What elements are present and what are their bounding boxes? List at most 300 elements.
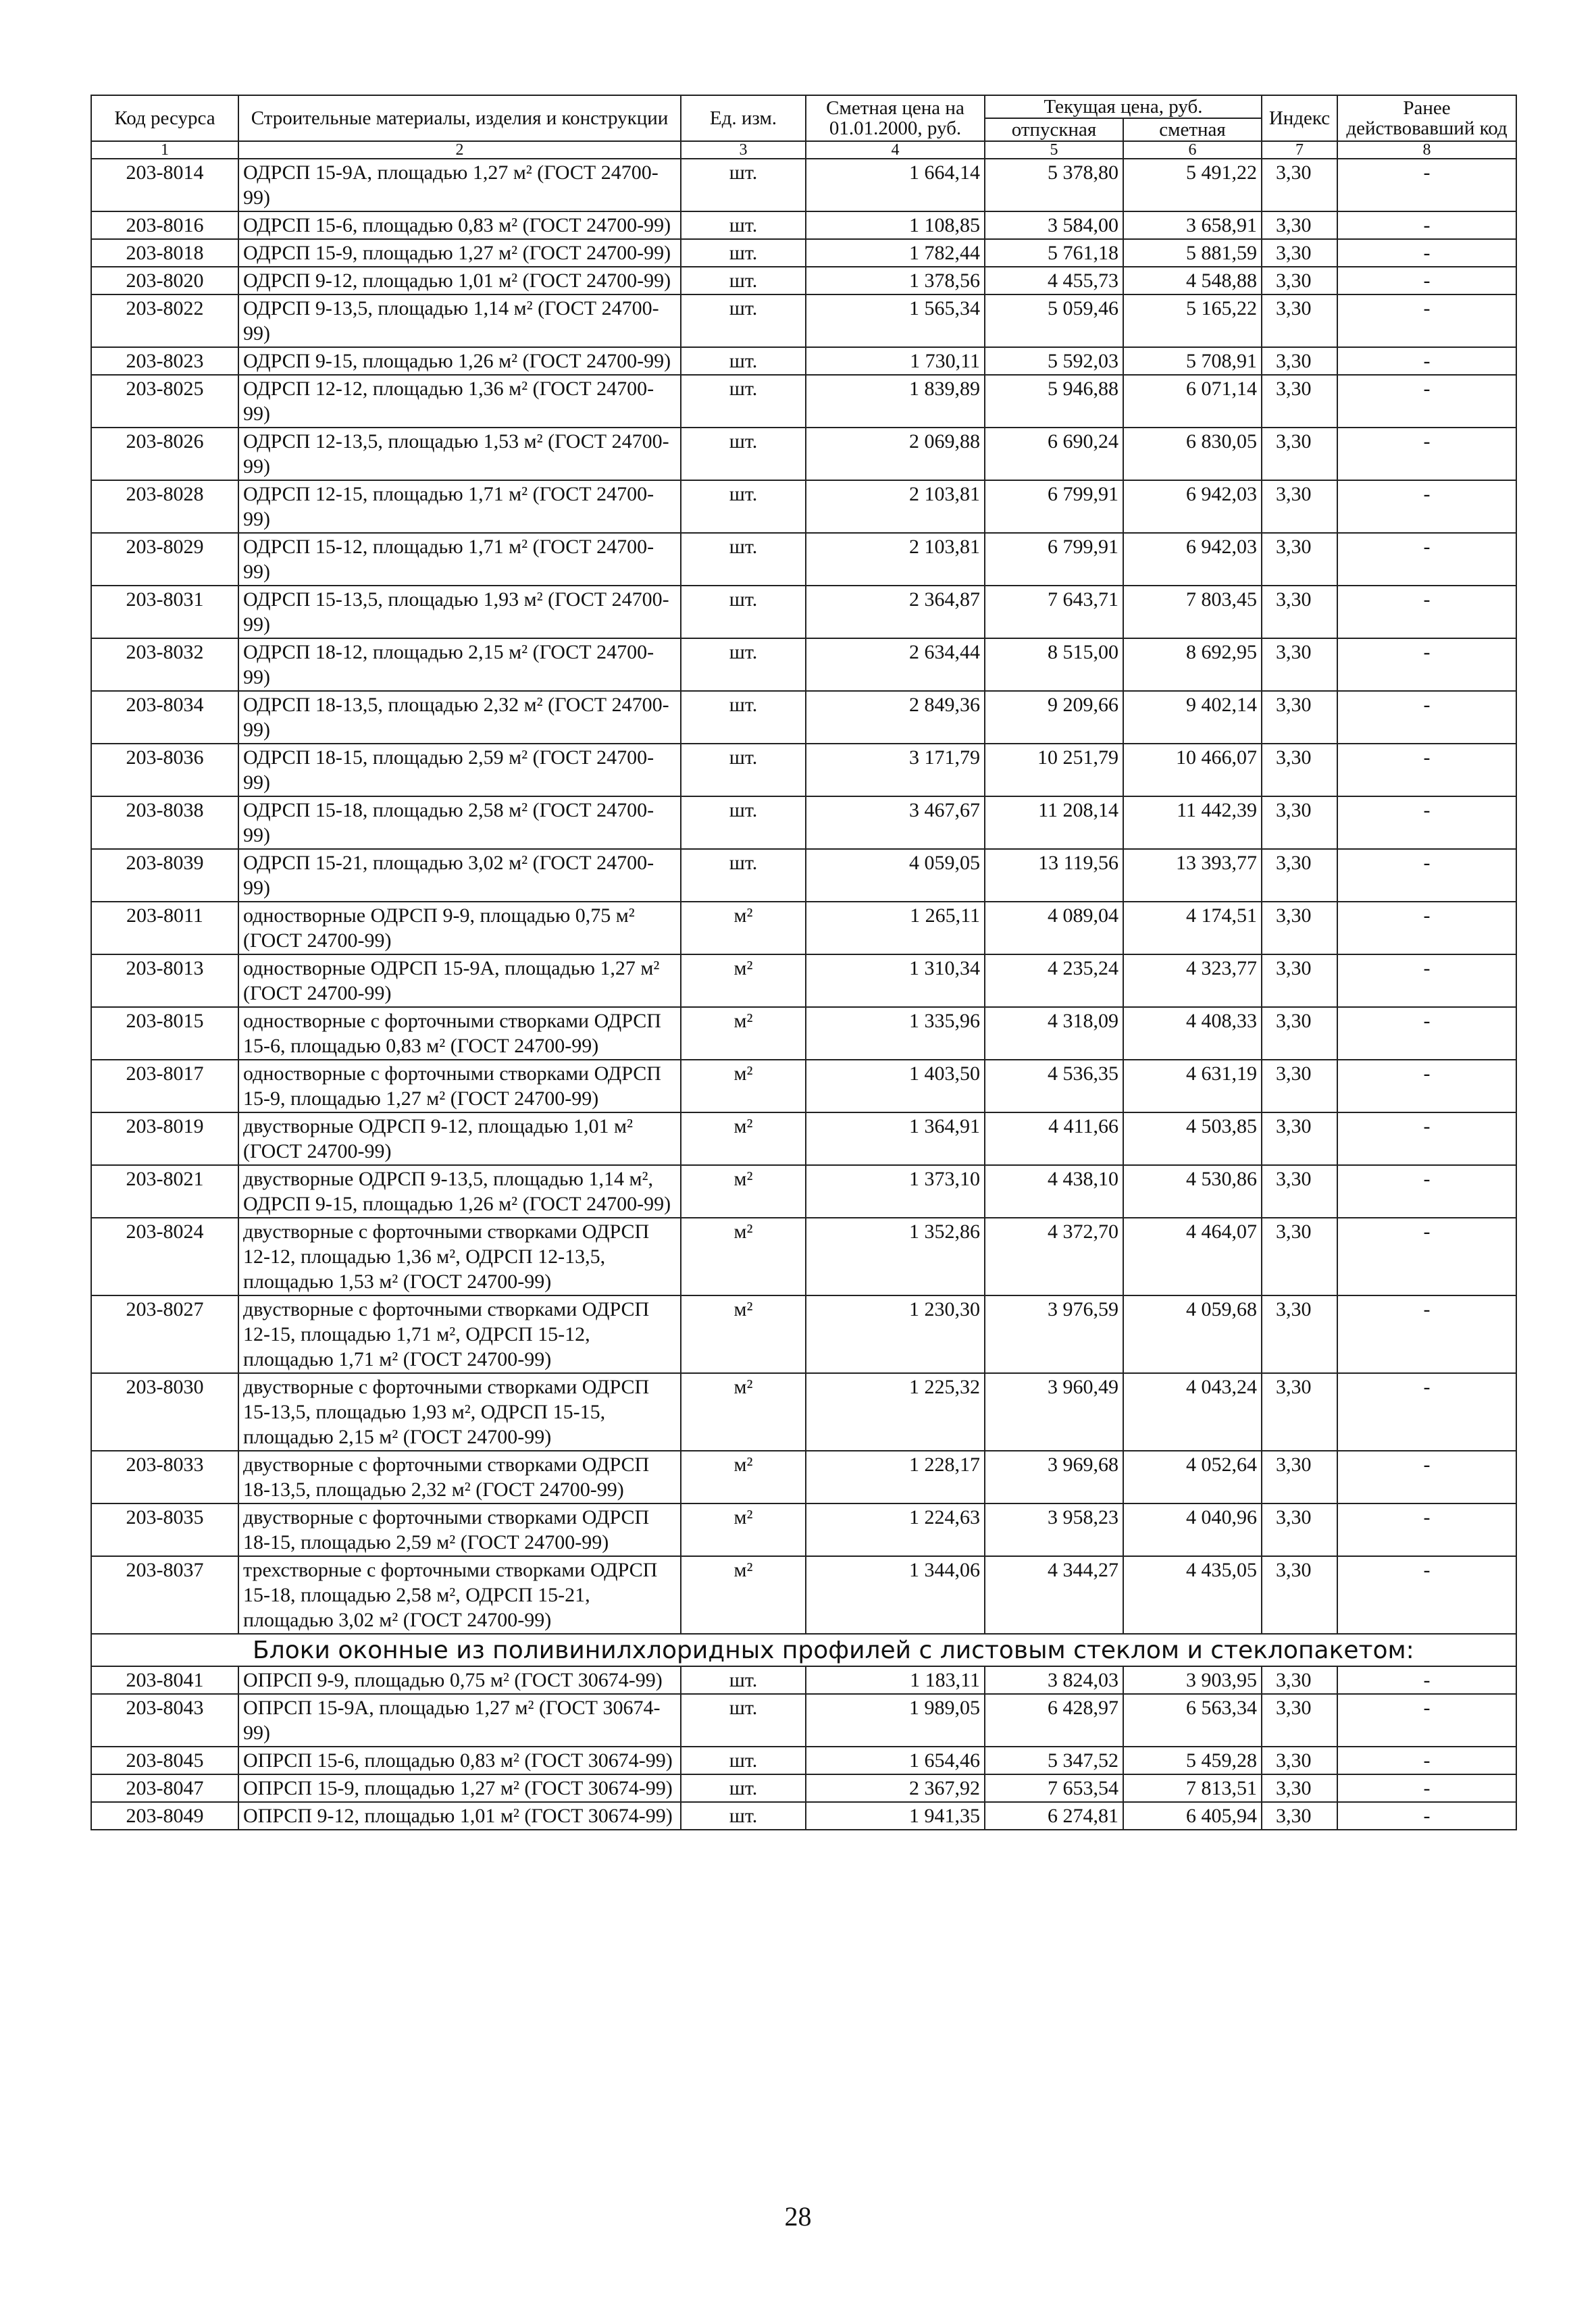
release-price-cell: 6 428,97 bbox=[985, 1694, 1123, 1747]
price-table bbox=[91, 95, 1517, 1830]
unit-cell: шт. bbox=[681, 294, 806, 347]
resource-code-cell: 203-8022 bbox=[91, 294, 238, 347]
resource-code-cell: 203-8041 bbox=[91, 1666, 238, 1694]
release-price-cell: 7 643,71 bbox=[985, 586, 1123, 638]
resource-code-cell: 203-8039 bbox=[91, 849, 238, 902]
index-cell: 3,30 bbox=[1262, 1295, 1337, 1373]
resource-code-cell: 203-8028 bbox=[91, 480, 238, 533]
base-price-cell: 1 310,34 bbox=[806, 954, 985, 1007]
material-name-cell: ОДРСП 18-13,5, площадью 2,32 м² (ГОСТ 24700-99) bbox=[238, 691, 681, 744]
estimate-price-cell: 4 548,88 bbox=[1123, 267, 1262, 294]
estimate-price-cell: 8 692,95 bbox=[1123, 638, 1262, 691]
release-price-cell: 5 378,80 bbox=[985, 159, 1123, 211]
material-name-cell: двустворные с форточными створками ОДРСП 18-13,5, площадью 2,32 м² (ГОСТ 24700-99) bbox=[238, 1451, 681, 1503]
estimate-price-cell: 6 942,03 bbox=[1123, 533, 1262, 586]
material-name-cell: ОПРСП 15-9А, площадью 1,27 м² (ГОСТ 30674-99) bbox=[238, 1694, 681, 1747]
material-name-cell: ОДРСП 15-9, площадью 1,27 м² (ГОСТ 24700-99) bbox=[238, 239, 681, 267]
release-price-cell: 7 653,54 bbox=[985, 1774, 1123, 1802]
index-cell: 3,30 bbox=[1262, 691, 1337, 744]
table-row bbox=[91, 1218, 1516, 1295]
header-release-price: отпускная bbox=[985, 118, 1123, 141]
estimate-price-cell: 4 052,64 bbox=[1123, 1451, 1262, 1503]
material-name-cell: ОДРСП 15-21, площадью 3,02 м² (ГОСТ 24700-99) bbox=[238, 849, 681, 902]
prev-code-cell: - bbox=[1337, 954, 1516, 1007]
table-row bbox=[91, 1451, 1516, 1503]
unit-cell: шт. bbox=[681, 744, 806, 796]
index-cell: 3,30 bbox=[1262, 954, 1337, 1007]
prev-code-cell: - bbox=[1337, 1373, 1516, 1451]
unit-cell: м² bbox=[681, 1112, 806, 1165]
prev-code-cell: - bbox=[1337, 1503, 1516, 1556]
resource-code-cell: 203-8013 bbox=[91, 954, 238, 1007]
prev-code-cell: - bbox=[1337, 1774, 1516, 1802]
estimate-price-cell: 4 503,85 bbox=[1123, 1112, 1262, 1165]
material-name-cell: ОДРСП 18-12, площадью 2,15 м² (ГОСТ 24700-99) bbox=[238, 638, 681, 691]
header-base-price: Сметная цена на 01.01.2000, руб. bbox=[806, 95, 985, 141]
base-price-cell: 1 352,86 bbox=[806, 1218, 985, 1295]
release-price-cell: 13 119,56 bbox=[985, 849, 1123, 902]
material-name-cell: ОПРСП 9-12, площадью 1,01 м² (ГОСТ 30674-99) bbox=[238, 1802, 681, 1830]
resource-code-cell: 203-8023 bbox=[91, 347, 238, 375]
resource-code-cell: 203-8033 bbox=[91, 1451, 238, 1503]
material-name-cell: ОДРСП 12-12, площадью 1,36 м² (ГОСТ 24700-99) bbox=[238, 375, 681, 428]
release-price-cell: 11 208,14 bbox=[985, 796, 1123, 849]
header-estimate-price: сметная bbox=[1123, 118, 1262, 141]
material-name-cell: двустворные с форточными створками ОДРСП 12-15, площадью 1,71 м², ОДРСП 15-12, площадью 1,71 м² (ГОСТ 24700-99) bbox=[238, 1295, 681, 1373]
prev-code-cell: - bbox=[1337, 1112, 1516, 1165]
resource-code-cell: 203-8032 bbox=[91, 638, 238, 691]
material-name-cell: двустворные с форточными створками ОДРСП 15-13,5, площадью 1,93 м², ОДРСП 15-15, площадью 2,15 м² (ГОСТ 24700-99) bbox=[238, 1373, 681, 1451]
index-cell: 3,30 bbox=[1262, 902, 1337, 954]
prev-code-cell: - bbox=[1337, 1747, 1516, 1774]
table-row bbox=[91, 1747, 1516, 1774]
estimate-price-cell: 5 491,22 bbox=[1123, 159, 1262, 211]
prev-code-cell: - bbox=[1337, 638, 1516, 691]
release-price-cell: 3 958,23 bbox=[985, 1503, 1123, 1556]
prev-code-cell: - bbox=[1337, 267, 1516, 294]
release-price-cell: 4 455,73 bbox=[985, 267, 1123, 294]
resource-code-cell: 203-8029 bbox=[91, 533, 238, 586]
unit-cell: шт. bbox=[681, 586, 806, 638]
header-prev-code: Ранее действовавший код bbox=[1337, 95, 1516, 141]
table-row bbox=[91, 1373, 1516, 1451]
release-price-cell: 5 059,46 bbox=[985, 294, 1123, 347]
material-name-cell: ОДРСП 15-9А, площадью 1,27 м² (ГОСТ 24700-99) bbox=[238, 159, 681, 211]
table-row bbox=[91, 480, 1516, 533]
table-row bbox=[91, 744, 1516, 796]
prev-code-cell: - bbox=[1337, 347, 1516, 375]
index-cell: 3,30 bbox=[1262, 159, 1337, 211]
index-cell: 3,30 bbox=[1262, 1112, 1337, 1165]
estimate-price-cell: 4 435,05 bbox=[1123, 1556, 1262, 1634]
estimate-price-cell: 4 408,33 bbox=[1123, 1007, 1262, 1060]
index-cell: 3,30 bbox=[1262, 744, 1337, 796]
estimate-price-cell: 3 658,91 bbox=[1123, 211, 1262, 239]
index-cell: 3,30 bbox=[1262, 1165, 1337, 1218]
material-name-cell: ОДРСП 18-15, площадью 2,59 м² (ГОСТ 24700-99) bbox=[238, 744, 681, 796]
index-cell: 3,30 bbox=[1262, 294, 1337, 347]
index-cell: 3,30 bbox=[1262, 1802, 1337, 1830]
estimate-price-cell: 10 466,07 bbox=[1123, 744, 1262, 796]
estimate-price-cell: 6 405,94 bbox=[1123, 1802, 1262, 1830]
prev-code-cell: - bbox=[1337, 1007, 1516, 1060]
unit-cell: шт. bbox=[681, 1774, 806, 1802]
release-price-cell: 4 372,70 bbox=[985, 1218, 1123, 1295]
resource-code-cell: 203-8034 bbox=[91, 691, 238, 744]
index-cell: 3,30 bbox=[1262, 1556, 1337, 1634]
base-price-cell: 4 059,05 bbox=[806, 849, 985, 902]
prev-code-cell: - bbox=[1337, 586, 1516, 638]
release-price-cell: 3 976,59 bbox=[985, 1295, 1123, 1373]
base-price-cell: 2 103,81 bbox=[806, 533, 985, 586]
base-price-cell: 1 108,85 bbox=[806, 211, 985, 239]
resource-code-cell: 203-8049 bbox=[91, 1802, 238, 1830]
unit-cell: шт. bbox=[681, 1694, 806, 1747]
table-row bbox=[91, 1802, 1516, 1830]
base-price-cell: 1 664,14 bbox=[806, 159, 985, 211]
header-current-price: Текущая цена, руб. bbox=[985, 95, 1262, 118]
prev-code-cell: - bbox=[1337, 1295, 1516, 1373]
estimate-price-cell: 5 881,59 bbox=[1123, 239, 1262, 267]
resource-code-cell: 203-8011 bbox=[91, 902, 238, 954]
material-name-cell: ОДРСП 15-6, площадью 0,83 м² (ГОСТ 24700-99) bbox=[238, 211, 681, 239]
material-name-cell: трехстворные с форточными створками ОДРСП 15-18, площадью 2,58 м², ОДРСП 15-21, площадью 3,02 м² (ГОСТ 24700-99) bbox=[238, 1556, 681, 1634]
resource-code-cell: 203-8024 bbox=[91, 1218, 238, 1295]
estimate-price-cell: 4 174,51 bbox=[1123, 902, 1262, 954]
index-cell: 3,30 bbox=[1262, 1007, 1337, 1060]
table-row bbox=[91, 1165, 1516, 1218]
unit-cell: шт. bbox=[681, 480, 806, 533]
resource-code-cell: 203-8037 bbox=[91, 1556, 238, 1634]
material-name-cell: двустворные ОДРСП 9-12, площадью 1,01 м² (ГОСТ 24700-99) bbox=[238, 1112, 681, 1165]
unit-cell: шт. bbox=[681, 796, 806, 849]
release-price-cell: 9 209,66 bbox=[985, 691, 1123, 744]
base-price-cell: 1 364,91 bbox=[806, 1112, 985, 1165]
resource-code-cell: 203-8018 bbox=[91, 239, 238, 267]
table-row bbox=[91, 428, 1516, 480]
column-number: 2 bbox=[238, 141, 681, 159]
table-row bbox=[91, 586, 1516, 638]
estimate-price-cell: 4 464,07 bbox=[1123, 1218, 1262, 1295]
release-price-cell: 4 235,24 bbox=[985, 954, 1123, 1007]
release-price-cell: 6 799,91 bbox=[985, 533, 1123, 586]
unit-cell: м² bbox=[681, 1218, 806, 1295]
table-row bbox=[91, 1694, 1516, 1747]
base-price-cell: 1 344,06 bbox=[806, 1556, 985, 1634]
prev-code-cell: - bbox=[1337, 159, 1516, 211]
table-row bbox=[91, 638, 1516, 691]
material-name-cell: ОДРСП 9-13,5, площадью 1,14 м² (ГОСТ 24700-99) bbox=[238, 294, 681, 347]
table-row bbox=[91, 849, 1516, 902]
base-price-cell: 1 730,11 bbox=[806, 347, 985, 375]
material-name-cell: одностворные ОДРСП 15-9А, площадью 1,27 м² (ГОСТ 24700-99) bbox=[238, 954, 681, 1007]
table-row bbox=[91, 1060, 1516, 1112]
index-cell: 3,30 bbox=[1262, 1694, 1337, 1747]
base-price-cell: 2 103,81 bbox=[806, 480, 985, 533]
base-price-cell: 1 225,32 bbox=[806, 1373, 985, 1451]
table-row bbox=[91, 1112, 1516, 1165]
unit-cell: шт. bbox=[681, 1747, 806, 1774]
base-price-cell: 1 378,56 bbox=[806, 267, 985, 294]
release-price-cell: 4 411,66 bbox=[985, 1112, 1123, 1165]
base-price-cell: 2 364,87 bbox=[806, 586, 985, 638]
unit-cell: шт. bbox=[681, 1666, 806, 1694]
unit-cell: м² bbox=[681, 1060, 806, 1112]
table-row bbox=[91, 375, 1516, 428]
index-cell: 3,30 bbox=[1262, 586, 1337, 638]
prev-code-cell: - bbox=[1337, 691, 1516, 744]
table-row bbox=[91, 347, 1516, 375]
resource-code-cell: 203-8019 bbox=[91, 1112, 238, 1165]
base-price-cell: 1 782,44 bbox=[806, 239, 985, 267]
material-name-cell: двустворные с форточными створками ОДРСП 18-15, площадью 2,59 м² (ГОСТ 24700-99) bbox=[238, 1503, 681, 1556]
index-cell: 3,30 bbox=[1262, 480, 1337, 533]
estimate-price-cell: 4 530,86 bbox=[1123, 1165, 1262, 1218]
index-cell: 3,30 bbox=[1262, 428, 1337, 480]
index-cell: 3,30 bbox=[1262, 1218, 1337, 1295]
unit-cell: м² bbox=[681, 1503, 806, 1556]
estimate-price-cell: 7 813,51 bbox=[1123, 1774, 1262, 1802]
prev-code-cell: - bbox=[1337, 1060, 1516, 1112]
base-price-cell: 2 634,44 bbox=[806, 638, 985, 691]
base-price-cell: 2 849,36 bbox=[806, 691, 985, 744]
unit-cell: шт. bbox=[681, 211, 806, 239]
base-price-cell: 1 403,50 bbox=[806, 1060, 985, 1112]
prev-code-cell: - bbox=[1337, 744, 1516, 796]
estimate-price-cell: 5 708,91 bbox=[1123, 347, 1262, 375]
table-row bbox=[91, 691, 1516, 744]
material-name-cell: двустворные ОДРСП 9-13,5, площадью 1,14 м², ОДРСП 9-15, площадью 1,26 м² (ГОСТ 24700-99) bbox=[238, 1165, 681, 1218]
resource-code-cell: 203-8025 bbox=[91, 375, 238, 428]
estimate-price-cell: 3 903,95 bbox=[1123, 1666, 1262, 1694]
estimate-price-cell: 5 459,28 bbox=[1123, 1747, 1262, 1774]
unit-cell: шт. bbox=[681, 533, 806, 586]
table-body bbox=[91, 159, 1516, 1830]
table-row bbox=[91, 294, 1516, 347]
resource-code-cell: 203-8036 bbox=[91, 744, 238, 796]
release-price-cell: 10 251,79 bbox=[985, 744, 1123, 796]
unit-cell: шт. bbox=[681, 1802, 806, 1830]
material-name-cell: одностворные с форточными створками ОДРСП 15-9, площадью 1,27 м² (ГОСТ 24700-99) bbox=[238, 1060, 681, 1112]
release-price-cell: 3 960,49 bbox=[985, 1373, 1123, 1451]
estimate-price-cell: 9 402,14 bbox=[1123, 691, 1262, 744]
base-price-cell: 1 183,11 bbox=[806, 1666, 985, 1694]
release-price-cell: 4 438,10 bbox=[985, 1165, 1123, 1218]
unit-cell: шт. bbox=[681, 428, 806, 480]
page-number: 28 bbox=[784, 2201, 812, 2232]
estimate-price-cell: 6 830,05 bbox=[1123, 428, 1262, 480]
table-row bbox=[91, 1774, 1516, 1802]
base-price-cell: 1 335,96 bbox=[806, 1007, 985, 1060]
index-cell: 3,30 bbox=[1262, 1060, 1337, 1112]
unit-cell: м² bbox=[681, 1007, 806, 1060]
prev-code-cell: - bbox=[1337, 428, 1516, 480]
release-price-cell: 6 799,91 bbox=[985, 480, 1123, 533]
estimate-price-cell: 13 393,77 bbox=[1123, 849, 1262, 902]
resource-code-cell: 203-8016 bbox=[91, 211, 238, 239]
base-price-cell: 1 230,30 bbox=[806, 1295, 985, 1373]
release-price-cell: 3 584,00 bbox=[985, 211, 1123, 239]
prev-code-cell: - bbox=[1337, 796, 1516, 849]
resource-code-cell: 203-8030 bbox=[91, 1373, 238, 1451]
unit-cell: шт. bbox=[681, 849, 806, 902]
resource-code-cell: 203-8021 bbox=[91, 1165, 238, 1218]
table-row bbox=[91, 211, 1516, 239]
resource-code-cell: 203-8045 bbox=[91, 1747, 238, 1774]
resource-code-cell: 203-8043 bbox=[91, 1694, 238, 1747]
header-name: Строительные материалы, изделия и конструкции bbox=[238, 95, 681, 141]
base-price-cell: 1 989,05 bbox=[806, 1694, 985, 1747]
section-row bbox=[91, 1634, 1516, 1666]
material-name-cell: одностворные с форточными створками ОДРСП 15-6, площадью 0,83 м² (ГОСТ 24700-99) bbox=[238, 1007, 681, 1060]
resource-code-cell: 203-8031 bbox=[91, 586, 238, 638]
index-cell: 3,30 bbox=[1262, 1774, 1337, 1802]
unit-cell: м² bbox=[681, 1451, 806, 1503]
table-row bbox=[91, 159, 1516, 211]
unit-cell: м² bbox=[681, 1295, 806, 1373]
header-index: Индекс bbox=[1262, 95, 1337, 141]
unit-cell: м² bbox=[681, 1165, 806, 1218]
base-price-cell: 2 367,92 bbox=[806, 1774, 985, 1802]
unit-cell: шт. bbox=[681, 239, 806, 267]
prev-code-cell: - bbox=[1337, 1165, 1516, 1218]
prev-code-cell: - bbox=[1337, 1666, 1516, 1694]
index-cell: 3,30 bbox=[1262, 1451, 1337, 1503]
material-name-cell: ОДРСП 15-13,5, площадью 1,93 м² (ГОСТ 24700-99) bbox=[238, 586, 681, 638]
header-unit: Ед. изм. bbox=[681, 95, 806, 141]
release-price-cell: 4 089,04 bbox=[985, 902, 1123, 954]
estimate-price-cell: 6 942,03 bbox=[1123, 480, 1262, 533]
resource-code-cell: 203-8020 bbox=[91, 267, 238, 294]
material-name-cell: одностворные ОДРСП 9-9, площадью 0,75 м² (ГОСТ 24700-99) bbox=[238, 902, 681, 954]
unit-cell: м² bbox=[681, 954, 806, 1007]
column-number: 3 bbox=[681, 141, 806, 159]
index-cell: 3,30 bbox=[1262, 1747, 1337, 1774]
column-number: 8 bbox=[1337, 141, 1516, 159]
material-name-cell: двустворные с форточными створками ОДРСП 12-12, площадью 1,36 м², ОДРСП 12-13,5, площадью 1,53 м² (ГОСТ 24700-99) bbox=[238, 1218, 681, 1295]
release-price-cell: 8 515,00 bbox=[985, 638, 1123, 691]
table-row bbox=[91, 796, 1516, 849]
unit-cell: м² bbox=[681, 1373, 806, 1451]
table-row bbox=[91, 1666, 1516, 1694]
table-row bbox=[91, 239, 1516, 267]
index-cell: 3,30 bbox=[1262, 849, 1337, 902]
estimate-price-cell: 6 071,14 bbox=[1123, 375, 1262, 428]
index-cell: 3,30 bbox=[1262, 638, 1337, 691]
resource-code-cell: 203-8027 bbox=[91, 1295, 238, 1373]
resource-code-cell: 203-8017 bbox=[91, 1060, 238, 1112]
table-row bbox=[91, 954, 1516, 1007]
material-name-cell: ОДРСП 9-12, площадью 1,01 м² (ГОСТ 24700-99) bbox=[238, 267, 681, 294]
table-row bbox=[91, 533, 1516, 586]
base-price-cell: 1 941,35 bbox=[806, 1802, 985, 1830]
index-cell: 3,30 bbox=[1262, 796, 1337, 849]
unit-cell: шт. bbox=[681, 691, 806, 744]
estimate-price-cell: 4 040,96 bbox=[1123, 1503, 1262, 1556]
table-row bbox=[91, 1295, 1516, 1373]
base-price-cell: 3 467,67 bbox=[806, 796, 985, 849]
index-cell: 3,30 bbox=[1262, 1666, 1337, 1694]
prev-code-cell: - bbox=[1337, 533, 1516, 586]
base-price-cell: 1 224,63 bbox=[806, 1503, 985, 1556]
index-cell: 3,30 bbox=[1262, 267, 1337, 294]
index-cell: 3,30 bbox=[1262, 239, 1337, 267]
material-name-cell: ОДРСП 15-12, площадью 1,71 м² (ГОСТ 24700-99) bbox=[238, 533, 681, 586]
table-row bbox=[91, 1007, 1516, 1060]
resource-code-cell: 203-8014 bbox=[91, 159, 238, 211]
prev-code-cell: - bbox=[1337, 1802, 1516, 1830]
resource-code-cell: 203-8015 bbox=[91, 1007, 238, 1060]
unit-cell: м² bbox=[681, 902, 806, 954]
prev-code-cell: - bbox=[1337, 294, 1516, 347]
column-number: 7 bbox=[1262, 141, 1337, 159]
column-number: 5 bbox=[985, 141, 1123, 159]
index-cell: 3,30 bbox=[1262, 1503, 1337, 1556]
unit-cell: шт. bbox=[681, 267, 806, 294]
prev-code-cell: - bbox=[1337, 1451, 1516, 1503]
resource-code-cell: 203-8047 bbox=[91, 1774, 238, 1802]
base-price-cell: 1 373,10 bbox=[806, 1165, 985, 1218]
prev-code-cell: - bbox=[1337, 849, 1516, 902]
release-price-cell: 5 946,88 bbox=[985, 375, 1123, 428]
prev-code-cell: - bbox=[1337, 1556, 1516, 1634]
material-name-cell: ОДРСП 12-15, площадью 1,71 м² (ГОСТ 24700-99) bbox=[238, 480, 681, 533]
release-price-cell: 4 318,09 bbox=[985, 1007, 1123, 1060]
prev-code-cell: - bbox=[1337, 902, 1516, 954]
release-price-cell: 6 274,81 bbox=[985, 1802, 1123, 1830]
unit-cell: шт. bbox=[681, 638, 806, 691]
base-price-cell: 2 069,88 bbox=[806, 428, 985, 480]
base-price-cell: 1 839,89 bbox=[806, 375, 985, 428]
estimate-price-cell: 6 563,34 bbox=[1123, 1694, 1262, 1747]
unit-cell: шт. bbox=[681, 347, 806, 375]
index-cell: 3,30 bbox=[1262, 533, 1337, 586]
resource-code-cell: 203-8035 bbox=[91, 1503, 238, 1556]
resource-code-cell: 203-8038 bbox=[91, 796, 238, 849]
estimate-price-cell: 4 631,19 bbox=[1123, 1060, 1262, 1112]
header-code: Код ресурса bbox=[91, 95, 238, 141]
estimate-price-cell: 4 059,68 bbox=[1123, 1295, 1262, 1373]
material-name-cell: ОПРСП 15-6, площадью 0,83 м² (ГОСТ 30674-99) bbox=[238, 1747, 681, 1774]
estimate-price-cell: 4 323,77 bbox=[1123, 954, 1262, 1007]
estimate-price-cell: 11 442,39 bbox=[1123, 796, 1262, 849]
unit-cell: м² bbox=[681, 1556, 806, 1634]
base-price-cell: 1 265,11 bbox=[806, 902, 985, 954]
prev-code-cell: - bbox=[1337, 1218, 1516, 1295]
estimate-price-cell: 4 043,24 bbox=[1123, 1373, 1262, 1451]
estimate-price-cell: 7 803,45 bbox=[1123, 586, 1262, 638]
release-price-cell: 5 761,18 bbox=[985, 239, 1123, 267]
index-cell: 3,30 bbox=[1262, 1373, 1337, 1451]
release-price-cell: 6 690,24 bbox=[985, 428, 1123, 480]
index-cell: 3,30 bbox=[1262, 375, 1337, 428]
material-name-cell: ОДРСП 12-13,5, площадью 1,53 м² (ГОСТ 24700-99) bbox=[238, 428, 681, 480]
release-price-cell: 4 344,27 bbox=[985, 1556, 1123, 1634]
release-price-cell: 3 824,03 bbox=[985, 1666, 1123, 1694]
estimate-price-cell: 5 165,22 bbox=[1123, 294, 1262, 347]
prev-code-cell: - bbox=[1337, 211, 1516, 239]
base-price-cell: 1 654,46 bbox=[806, 1747, 985, 1774]
column-number: 1 bbox=[91, 141, 238, 159]
material-name-cell: ОПРСП 15-9, площадью 1,27 м² (ГОСТ 30674-99) bbox=[238, 1774, 681, 1802]
base-price-cell: 1 565,34 bbox=[806, 294, 985, 347]
index-cell: 3,30 bbox=[1262, 347, 1337, 375]
base-price-cell: 3 171,79 bbox=[806, 744, 985, 796]
release-price-cell: 5 347,52 bbox=[985, 1747, 1123, 1774]
material-name-cell: ОПРСП 9-9, площадью 0,75 м² (ГОСТ 30674-99) bbox=[238, 1666, 681, 1694]
prev-code-cell: - bbox=[1337, 239, 1516, 267]
table-row bbox=[91, 1556, 1516, 1634]
